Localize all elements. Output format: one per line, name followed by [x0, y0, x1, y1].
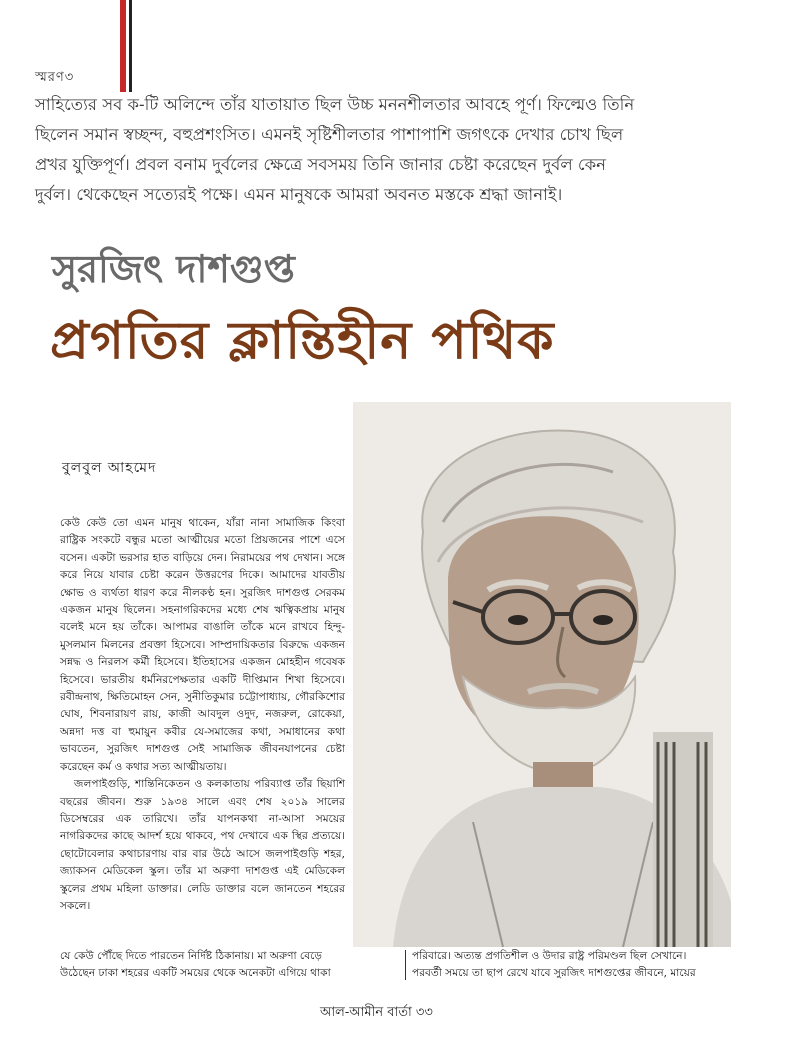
column-divider: [405, 950, 406, 980]
article-continuation-left: [60, 948, 400, 983]
article-paragraph: কেউ কেউ তো এমন মানুষ থাকেন, যাঁরা নানা সামাজিক কিংবা রাষ্ট্রিক সংকটে বন্ধুর মতো আত্মীয়ের মতো প্রিয়জনের পাশে এসে বসেন। একটা ভরসার হাত বাড়িয়ে দেন। নিরাময়ের পথ দেখান। সঙ্গে করে নিয়ে যাবার চেষ্টা করেন উত্তরণের দিকে। আমাদের যাবতীয় ক্ষোভ ও ব্যর্থতা ধারণ করে নীলকণ্ঠ হন। সুরজিৎ দাশগুপ্ত সেরকম একজন মানুষ ছিলেন। সহনাগরিকদের মধ্যে শেষ ঋত্বিকপ্রায় মানুষ বলেই মনে হয় তাঁকে। আপামর বাঙালি তাঁকে মনে রাখবে হিন্দু-মুসলমান মিলনের প্রবক্তা হিসেবে। সাম্প্রদায়িকতার বিরুদ্ধে একজন সন্নদ্ধ ও নিরলস কর্মী হিসেবে। ইতিহাসের একজন মোহহীন গবেষক হিসেবে। ভারতীয় ধর্মনিরপেক্ষতার একটি দীপ্তিমান শিখা হিসেবে। রবীন্দ্রনাথ, ক্ষিতিমোহন সেন, সুনীতিকুমার চট্টোপাধ্যায়, গৌরকিশোর ঘোষ, শিবনারায়ণ রায়, কাজী আবদুল ওদুদ, নজরুল, রোকেয়া, অন্নদা দত্ত বা হুমায়ুন কবীর যে-সমাজের কথা, সমাধানের কথা ভাবতেন, সুরজিৎ দাশগুপ্ত সেই সামাজিক জীবনযাপনের চেষ্টা করেছেন কর্ম ও কথার সত্য আত্মীয়তায়।: [60, 517, 345, 773]
section-label: স্মরণ৩: [35, 70, 75, 85]
intro-paragraph: [35, 90, 750, 210]
intro-line: সাহিত্যের সব ক-টি অলিন্দে তাঁর যাতায়াত ছিল উচ্চ মননশীলতার আবহে পূর্ণ। ফিল্মেও তিনি: [35, 95, 635, 114]
text-line: পরিবারে। অত্যন্ত প্রগতিশীল ও উদার রাষ্ট্র পরিমণ্ডল ছিল সেখানে।: [412, 950, 687, 962]
intro-line: প্রখর যুক্তিপূর্ণ। প্রবল বনাম দুর্বলের ক্ষেত্রে সবসময় তিনি জানার চেষ্টা করেছেন দুর্বল কেন: [35, 155, 606, 174]
article-paragraph: জলপাইগুড়ি, শান্তিনিকেতন ও কলকাতায় পরিব্যাপ্ত তাঁর ছিয়াশি বছরের জীবন। শুরু ১৯৩৪ সালে এবং শেষ ২০১৯ সালের ডিসেম্বরের এক তারিখে। তাঁর যাপনকথা না-আসা সময়ের নাগরিকদের কাছে আদর্শ হয়ে থাকবে, পথ দেখাবে এক স্থির প্রত্যয়ে। ছোটোবেলার কথাচারণায় বার বার উঠে আসে জলপাইগুড়ি শহর, জ্যাকসন মেডিকেল স্কুল। তাঁর মা অরুণা দাশগুপ্ত এই মেডিকেল স্কুলের প্রথম মহিলা ডাক্তার। লেডি ডাক্তার বলে জানতেন শহরের সকলে।: [60, 778, 345, 912]
subject-name: সুরজিৎ দাশগুপ্ত: [52, 247, 295, 291]
article-body: [60, 515, 345, 915]
text-line: যে কেউ পৌঁছে দিতে পারতেন নির্দিষ্ট ঠিকানায়। মা অরুণা বেড়ে: [60, 950, 322, 962]
page-footer: আল-আমীন বার্তা ৩৩: [320, 1005, 433, 1020]
accent-bar-dark: [129, 0, 132, 92]
portrait-illustration: [353, 402, 731, 947]
article-continuation-right: [412, 948, 737, 983]
portrait-photo: [353, 402, 731, 947]
accent-bar: [120, 0, 126, 92]
intro-line: দুর্বল। থেকেছেন সত্যেরই পক্ষে। এমন মানুষকে আমরা অবনত মস্তকে শ্রদ্ধা জানাই।: [35, 185, 563, 204]
text-line: পরবর্তী সময়ে তা ছাপ রেখে যাবে সুরজিৎ দাশগুপ্তের জীবনে, মায়ের: [412, 967, 696, 980]
author-byline: বুলবুল আহমেদ: [62, 460, 157, 476]
article-title: প্রগতির ক্লান্তিহীন পথিক: [50, 311, 555, 371]
intro-line: ছিলেন সমান স্বচ্ছন্দ, বহুপ্রশংসিত। এমনই সৃষ্টিশীলতার পাশাপাশি জগৎকে দেখার চোখ ছিল: [35, 125, 624, 144]
text-line: উঠেছেন ঢাকা শহরের একটি সময়ের থেকে অনেকটা এগিয়ে থাকা: [60, 967, 331, 980]
